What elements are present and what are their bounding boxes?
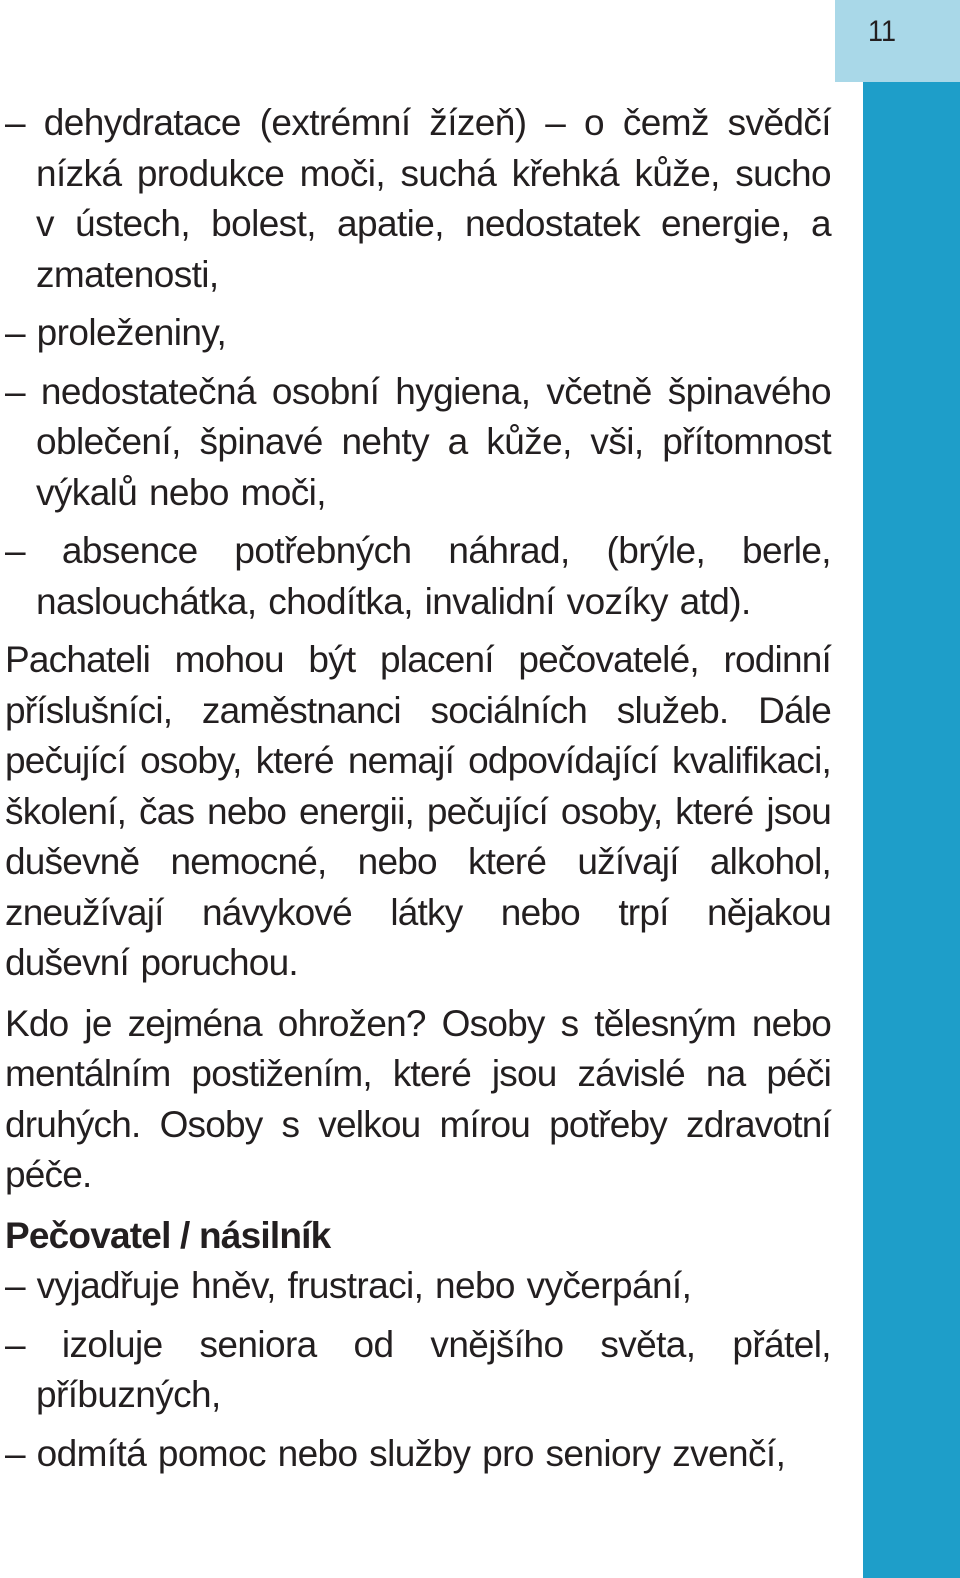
list-item-anger: – vyjadřuje hněv, frustraci, nebo vyčerpání, <box>5 1265 692 1306</box>
page-number: 11 <box>868 15 897 48</box>
list-item-bedsores: – proleženiny, <box>5 312 227 353</box>
list-item-hygiene: – nedostatečná osobní hygiena, včetně špinavého oblečení, špinavé nehty a kůže, vši, přítomnost výkalů nebo moči, <box>5 370 831 513</box>
paragraph-at-risk: Kdo je zejména ohrožen? Osoby s tělesným nebo mentálním postižením, které jsou závislé na péči druhých. Osoby s velkou mírou potřeby zdravotní péče. <box>5 1002 831 1195</box>
side-accent-bar <box>863 82 960 1578</box>
page-content <box>5 98 831 1479</box>
list-item-refuses-help: – odmítá pomoc nebo služby pro seniory zvenčí, <box>5 1432 786 1474</box>
list-item-aids: – absence potřebných náhrad, (brýle, berle, naslouchátka, chodítka, invalidní vozíky atd). <box>5 530 831 622</box>
section-heading: Pečovatel / násilník <box>5 1214 331 1256</box>
list-item-isolation: – izoluje seniora od vnějšího světa, přátel, příbuzných, <box>5 1323 831 1415</box>
page-number-tab <box>835 0 960 82</box>
paragraph-perpetrators: Pachateli mohou být placení pečovatelé, rodinní příslušníci, zaměstnanci sociálních služeb. Dále pečující osoby, které nemají odpovídající kvalifikaci, školení, čas nebo energii, pečující osoby, které jsou duševně nemocné, nebo které užívají alkohol, zneužívají návykové látky nebo trpí nějakou duševní poruchou. <box>5 639 831 983</box>
list-item-dehydration: – dehydratace (extrémní žízeň) – o čemž svědčí nízká produkce moči, suchá křehká kůže, sucho v ústech, bolest, apatie, nedostatek energie, a zmatenosti, <box>5 102 831 295</box>
